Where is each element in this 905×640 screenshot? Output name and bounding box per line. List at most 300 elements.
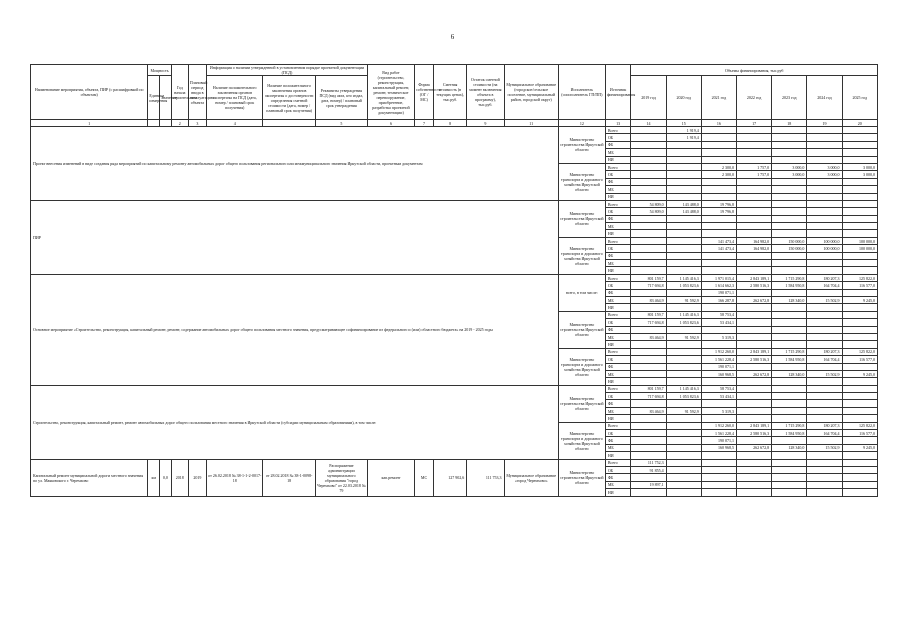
executor-cell: Министерство строительства Иркутской области: [558, 127, 605, 164]
value-cell: [807, 400, 842, 407]
source-cell: ОБ: [605, 171, 631, 178]
executor-cell: Министерство транспорта и дорожного хозяйства Иркутской области: [558, 163, 605, 200]
value-cell: [772, 459, 807, 466]
value-cell: [842, 186, 877, 193]
object-remaining: 111 753,3: [467, 459, 504, 496]
value-cell: [631, 363, 666, 370]
value-cell: [701, 230, 736, 237]
value-cell: 5 319,3: [701, 333, 736, 340]
header-year: 2021 год: [701, 76, 736, 120]
value-cell: 1 053 823,6: [666, 393, 701, 400]
value-cell: [701, 304, 736, 311]
value-cell: 3 000,0: [772, 171, 807, 178]
header-ownership: Форма собственности (ОГ / МС): [414, 65, 433, 120]
value-cell: [631, 252, 666, 259]
value-cell: 2 580 516,3: [736, 430, 771, 437]
object-municipality: Муниципальное образование «город Черемхово»: [504, 459, 558, 496]
column-number: 12: [558, 120, 605, 127]
source-cell: МБ: [605, 186, 631, 193]
value-cell: 100 000,0: [842, 245, 877, 252]
value-cell: [631, 267, 666, 274]
header-unit: Единица измерения: [148, 76, 160, 120]
column-number: [160, 120, 172, 127]
source-cell: МБ: [605, 296, 631, 303]
value-cell: [772, 326, 807, 333]
value-cell: 2 300,0: [701, 163, 736, 170]
value-cell: 83 464,9: [631, 296, 666, 303]
value-cell: [631, 127, 666, 134]
value-cell: [631, 186, 666, 193]
value-cell: 9 245,0: [842, 370, 877, 377]
value-cell: [701, 466, 736, 473]
value-cell: [772, 252, 807, 259]
source-cell: ОБ: [605, 356, 631, 363]
value-cell: 54 809,0: [631, 208, 666, 215]
value-cell: [807, 260, 842, 267]
value-cell: [631, 215, 666, 222]
object-year-end: 2019: [188, 459, 206, 496]
value-cell: [736, 178, 771, 185]
source-cell: МБ: [605, 149, 631, 156]
value-cell: [736, 326, 771, 333]
value-cell: [666, 215, 701, 222]
value-cell: [736, 156, 771, 163]
value-cell: [736, 252, 771, 259]
source-cell: ФБ: [605, 326, 631, 333]
value-cell: [842, 230, 877, 237]
value-cell: [842, 215, 877, 222]
value-cell: [842, 223, 877, 230]
value-cell: [772, 178, 807, 185]
value-cell: [772, 393, 807, 400]
column-number: 3: [188, 120, 206, 127]
value-cell: 1 584 950,8: [772, 430, 807, 437]
value-cell: [807, 474, 842, 481]
value-cell: [631, 260, 666, 267]
value-cell: 717 694,8: [631, 282, 666, 289]
value-cell: [772, 385, 807, 392]
value-cell: [631, 304, 666, 311]
value-cell: [736, 378, 771, 385]
source-cell: МБ: [605, 260, 631, 267]
value-cell: [666, 237, 701, 244]
value-cell: [772, 215, 807, 222]
value-cell: [842, 311, 877, 318]
value-cell: [772, 363, 807, 370]
value-cell: [736, 134, 771, 141]
value-cell: [736, 481, 771, 488]
value-cell: [807, 393, 842, 400]
value-cell: 128 340,0: [772, 296, 807, 303]
value-cell: 5 319,3: [701, 407, 736, 414]
value-cell: [772, 260, 807, 267]
value-cell: [666, 223, 701, 230]
value-cell: [807, 481, 842, 488]
column-number: 19: [807, 120, 842, 127]
value-cell: 1 757,0: [736, 171, 771, 178]
column-number: 20: [842, 120, 877, 127]
value-cell: [631, 289, 666, 296]
section-name: Проект внесения изменений в виде создания ряда мероприятий по капитальному ремонту автомобильных дорог общего пользования регионального или межмуниципального значения Иркутской области, проектным документам: [31, 127, 559, 201]
value-cell: [736, 400, 771, 407]
value-cell: [666, 230, 701, 237]
value-cell: 143 488,0: [666, 208, 701, 215]
value-cell: 164 704,4: [807, 282, 842, 289]
header-work-type: Вид работ (строительство, реконструкция, капитальный ремонт, ремонт, техническое перевооружение, приобретение, разработка проектной документации): [368, 65, 415, 120]
value-cell: [772, 223, 807, 230]
value-cell: [807, 407, 842, 414]
object-price-check: от 28.02.2018 № 38-1-0098-18: [263, 459, 315, 496]
value-cell: [666, 267, 701, 274]
value-cell: [666, 252, 701, 259]
value-cell: 164 982,0: [736, 245, 771, 252]
value-cell: [736, 437, 771, 444]
value-cell: 2 843 189,1: [736, 422, 771, 429]
value-cell: 58 753,4: [701, 385, 736, 392]
source-cell: ФБ: [605, 252, 631, 259]
header-price-check: Наличие положительного заключения органов экспертизы о достоверности определения сметной стоимости (дата, номер / плановый срок получения): [263, 76, 315, 120]
value-cell: [736, 223, 771, 230]
column-number: 1: [31, 120, 148, 127]
value-cell: 1 145 416,3: [666, 274, 701, 281]
value-cell: [736, 452, 771, 459]
value-cell: 164 982,0: [736, 237, 771, 244]
value-cell: [842, 134, 877, 141]
column-number: 8: [434, 120, 467, 127]
header-year: 2019 год: [631, 76, 666, 120]
value-cell: [701, 415, 736, 422]
value-cell: 116 577,0: [842, 356, 877, 363]
value-cell: [631, 156, 666, 163]
value-cell: [736, 393, 771, 400]
value-cell: 1 145 416,3: [666, 385, 701, 392]
source-cell: ОБ: [605, 393, 631, 400]
value-cell: [736, 260, 771, 267]
source-cell: ОБ: [605, 208, 631, 215]
header-year: 2022 год: [736, 76, 771, 120]
value-cell: [666, 245, 701, 252]
value-cell: [701, 134, 736, 141]
value-cell: [807, 134, 842, 141]
value-cell: 262 672,8: [736, 444, 771, 451]
value-cell: [666, 481, 701, 488]
section-name: ПИР: [31, 200, 559, 274]
page-number: 6: [450, 33, 455, 41]
value-cell: [842, 452, 877, 459]
value-cell: [842, 193, 877, 200]
value-cell: [666, 260, 701, 267]
value-cell: [631, 370, 666, 377]
value-cell: [807, 452, 842, 459]
value-cell: 1 584 950,8: [772, 282, 807, 289]
value-cell: [736, 230, 771, 237]
value-cell: [631, 178, 666, 185]
source-cell: ФБ: [605, 289, 631, 296]
value-cell: [701, 260, 736, 267]
value-cell: [631, 444, 666, 451]
source-cell: НИ: [605, 193, 631, 200]
value-cell: 1 715 290,8: [772, 274, 807, 281]
value-cell: [666, 489, 701, 496]
value-cell: [772, 230, 807, 237]
value-cell: [772, 489, 807, 496]
value-cell: 3 000,0: [772, 163, 807, 170]
value-cell: [666, 149, 701, 156]
value-cell: 717 694,8: [631, 393, 666, 400]
value-cell: [631, 171, 666, 178]
value-cell: [701, 474, 736, 481]
value-cell: [666, 163, 701, 170]
value-cell: [842, 200, 877, 207]
source-cell: Всего: [605, 163, 631, 170]
value-cell: [807, 186, 842, 193]
table-row: [31, 200, 878, 207]
source-cell: Всего: [605, 274, 631, 281]
value-cell: [736, 363, 771, 370]
source-cell: Всего: [605, 422, 631, 429]
table-body: [31, 127, 878, 497]
value-cell: 128 340,0: [772, 444, 807, 451]
value-cell: 3 000,0: [842, 163, 877, 170]
value-cell: [736, 186, 771, 193]
column-number: 15: [666, 120, 701, 127]
value-cell: [807, 223, 842, 230]
executor-cell: Министерство строительства Иркутской области: [558, 459, 605, 496]
value-cell: 128 340,0: [772, 370, 807, 377]
value-cell: [807, 127, 842, 134]
header-estimate: Сметная стоимость (в текущих ценах), тыс.руб.: [434, 65, 467, 120]
source-cell: ОБ: [605, 282, 631, 289]
source-cell: НИ: [605, 267, 631, 274]
value-cell: 150 000,0: [772, 245, 807, 252]
value-cell: [807, 141, 842, 148]
source-cell: ФБ: [605, 141, 631, 148]
value-cell: 717 694,8: [631, 319, 666, 326]
value-cell: [842, 407, 877, 414]
value-cell: [701, 149, 736, 156]
value-cell: [772, 141, 807, 148]
value-cell: [772, 311, 807, 318]
value-cell: [666, 186, 701, 193]
header-capacity: Мощность: [148, 65, 171, 76]
column-number: 13: [605, 120, 631, 127]
source-cell: НИ: [605, 378, 631, 385]
object-estimate: 127 902,6: [434, 459, 467, 496]
value-cell: [842, 289, 877, 296]
value-cell: [842, 333, 877, 340]
value-cell: 1 561 228,4: [701, 356, 736, 363]
value-cell: [666, 341, 701, 348]
value-cell: [736, 200, 771, 207]
value-cell: [631, 378, 666, 385]
header-year: 2020 год: [666, 76, 701, 120]
section-name: Строительство, реконструкция, капитальный ремонт, ремонт автомобильных дорог общего пользования местного значения в Иркутской области (субсидии муниципальным образованиям), в том числе:: [31, 385, 559, 459]
value-cell: 1 971 015,4: [701, 274, 736, 281]
value-cell: 180 207,3: [807, 274, 842, 281]
source-cell: МБ: [605, 370, 631, 377]
value-cell: 19 796,8: [701, 208, 736, 215]
value-cell: [701, 489, 736, 496]
column-numbers-row: [31, 120, 878, 127]
value-cell: [842, 341, 877, 348]
value-cell: [807, 156, 842, 163]
value-cell: [631, 430, 666, 437]
value-cell: [701, 341, 736, 348]
value-cell: 3 000,0: [807, 171, 842, 178]
value-cell: [701, 156, 736, 163]
table-row: [31, 274, 878, 281]
value-cell: [807, 200, 842, 207]
value-cell: [701, 141, 736, 148]
value-cell: 190 071,1: [701, 289, 736, 296]
value-cell: [842, 385, 877, 392]
value-cell: [701, 267, 736, 274]
value-cell: [842, 415, 877, 422]
value-cell: 116 577,0: [842, 282, 877, 289]
value-cell: 91 592,9: [666, 333, 701, 340]
value-cell: [842, 156, 877, 163]
value-cell: [631, 245, 666, 252]
value-cell: [807, 252, 842, 259]
value-cell: [736, 385, 771, 392]
value-cell: [631, 437, 666, 444]
value-cell: [631, 356, 666, 363]
value-cell: 1 584 950,8: [772, 356, 807, 363]
column-number: [263, 120, 315, 127]
header-year-start: Год начала строительства: [171, 65, 188, 120]
value-cell: 1 715 290,8: [772, 422, 807, 429]
value-cell: 125 822,0: [842, 274, 877, 281]
header-remaining: Остаток сметной стоимости (на момент включения объекта в программу), тыс.руб.: [467, 65, 504, 120]
value-cell: [701, 452, 736, 459]
value-cell: 15 502,9: [807, 370, 842, 377]
value-cell: [701, 186, 736, 193]
value-cell: [631, 223, 666, 230]
value-cell: 164 704,4: [807, 430, 842, 437]
source-cell: МБ: [605, 223, 631, 230]
source-cell: ОБ: [605, 319, 631, 326]
value-cell: 125 822,0: [842, 348, 877, 355]
value-cell: 58 753,4: [701, 311, 736, 318]
value-cell: [772, 193, 807, 200]
value-cell: [701, 223, 736, 230]
header-municipality: Муниципальное образование (городское/сельское поселение, муниципальный район, городской округ): [504, 65, 558, 120]
value-cell: [736, 311, 771, 318]
source-cell: НИ: [605, 489, 631, 496]
value-cell: [666, 289, 701, 296]
value-cell: 180 207,3: [807, 422, 842, 429]
value-cell: 801 159,7: [631, 274, 666, 281]
value-cell: 180 207,3: [807, 348, 842, 355]
value-cell: [631, 415, 666, 422]
value-cell: [772, 333, 807, 340]
value-cell: [842, 252, 877, 259]
source-cell: МБ: [605, 333, 631, 340]
value-cell: [842, 326, 877, 333]
executor-cell: Министерство строительства Иркутской области: [558, 311, 605, 348]
value-cell: [842, 127, 877, 134]
value-cell: [772, 437, 807, 444]
column-number: 14: [631, 120, 666, 127]
source-cell: Всего: [605, 311, 631, 318]
header-design-info: Информация о наличии утвержденной в установленном порядке проектной документации (ПСД): [206, 65, 367, 76]
value-cell: [842, 489, 877, 496]
value-cell: [842, 400, 877, 407]
value-cell: 2 843 189,1: [736, 274, 771, 281]
value-cell: [736, 407, 771, 414]
column-number: 2: [171, 120, 188, 127]
object-ownership: МС: [414, 459, 433, 496]
value-cell: [807, 415, 842, 422]
value-cell: [736, 489, 771, 496]
value-cell: 116 577,0: [842, 430, 877, 437]
value-cell: [666, 474, 701, 481]
value-cell: 150 000,0: [772, 237, 807, 244]
table-row: [31, 127, 878, 134]
value-cell: [842, 260, 877, 267]
value-cell: [807, 319, 842, 326]
value-cell: [666, 171, 701, 178]
value-cell: [701, 459, 736, 466]
header-year: 2025 год: [842, 76, 877, 120]
value-cell: [842, 474, 877, 481]
value-cell: [631, 489, 666, 496]
value-cell: 1 614 662,3: [701, 282, 736, 289]
executor-cell: Министерство строительства Иркутской области: [558, 200, 605, 237]
source-cell: ФБ: [605, 400, 631, 407]
header-year: 2023 год: [772, 76, 807, 120]
value-cell: [842, 459, 877, 466]
source-cell: НИ: [605, 341, 631, 348]
header-year: 2024 год: [807, 76, 842, 120]
value-cell: [807, 267, 842, 274]
value-cell: [736, 341, 771, 348]
value-cell: [807, 459, 842, 466]
executor-cell: всего, в том числе:: [558, 274, 605, 311]
section-name: Основное мероприятие «Строительство, реконструкция, капитальный ремонт, ремонт, содержание автомобильных дорог общего пользования местного значения, предусматривающее софинансирование из федерального и (или) областного бюджета» на 2019 - 2025 годы: [31, 274, 559, 385]
value-cell: 19 796,8: [701, 200, 736, 207]
value-cell: [631, 348, 666, 355]
value-cell: 91 855,4: [631, 466, 666, 473]
value-cell: [701, 178, 736, 185]
object-approver: Распоряжение администрации муниципального образования "город Черемхово" от 22.03.2018 № 79: [315, 459, 367, 496]
value-cell: [772, 156, 807, 163]
object-work-type: кап.ремонт: [368, 459, 415, 496]
value-cell: [842, 319, 877, 326]
value-cell: [631, 452, 666, 459]
value-cell: [807, 326, 842, 333]
header-row-1: [31, 65, 878, 76]
source-cell: НИ: [605, 415, 631, 422]
source-cell: Всего: [605, 385, 631, 392]
value-cell: [807, 304, 842, 311]
source-cell: МБ: [605, 407, 631, 414]
header-finance: Объемы финансирования, тыс.руб: [631, 65, 878, 76]
value-cell: [842, 481, 877, 488]
value-cell: 801 159,7: [631, 385, 666, 392]
value-cell: [807, 437, 842, 444]
value-cell: [772, 466, 807, 473]
value-cell: [631, 149, 666, 156]
source-cell: НИ: [605, 230, 631, 237]
header-approver: Реквизиты утверждения ПСД (вид акта, кто издал, дата, номер) / плановый срок утверждения: [315, 76, 367, 120]
value-cell: [736, 267, 771, 274]
executor-cell: Министерство строительства Иркутской области: [558, 385, 605, 422]
source-cell: ФБ: [605, 363, 631, 370]
value-cell: [772, 319, 807, 326]
value-cell: [666, 356, 701, 363]
value-cell: 1 145 416,3: [666, 311, 701, 318]
